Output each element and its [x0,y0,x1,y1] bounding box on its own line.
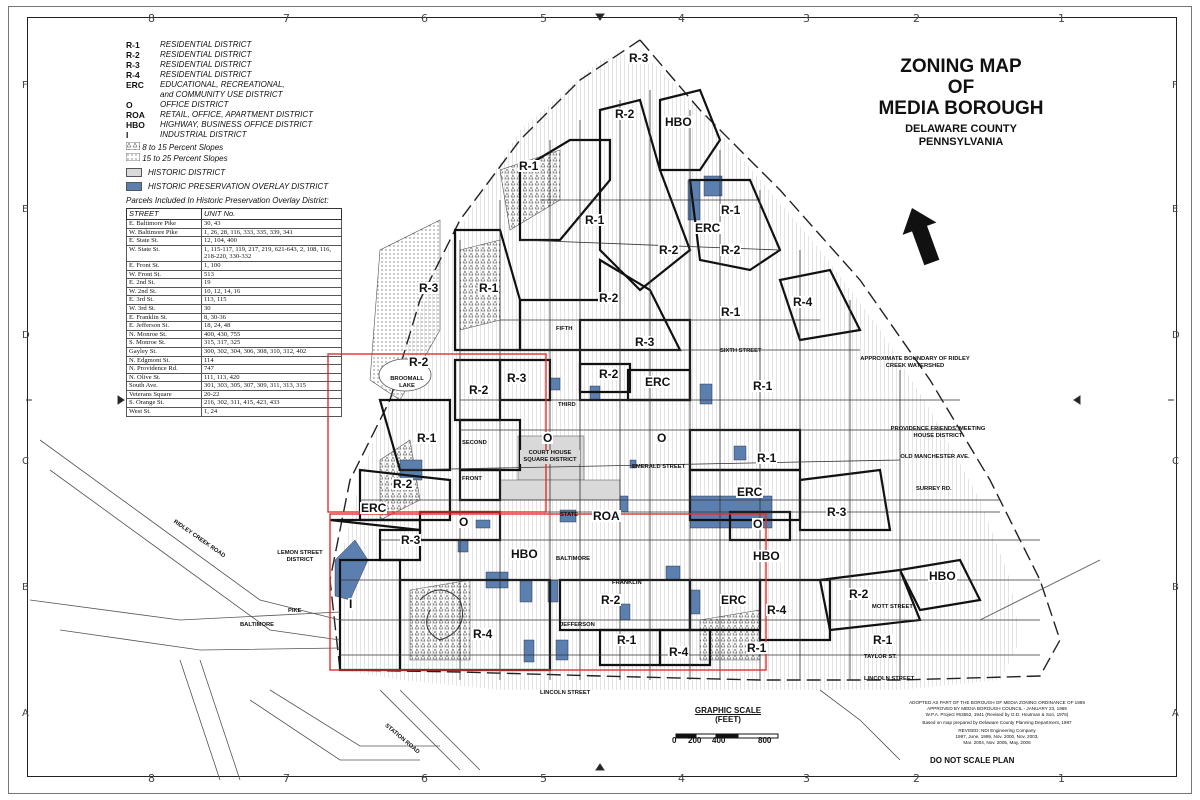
adoption-line: Based on map prepared by Delaware County Planning Department, 1987 [922,720,1072,725]
zone-label: R-2 [599,291,619,305]
scale-tick: 800 [758,736,772,745]
table-row: E. 2nd St. 19 [127,279,342,288]
legend-symbol-slopes-15-25 [126,153,356,164]
table-row: E. Front St. 1, 100 [127,261,342,270]
table-row: N. Edgmont St. 114 [127,356,342,365]
street-label: STATE [560,512,579,518]
zone-label: R-2 [601,593,621,607]
scale-tick: 200 [688,736,702,745]
zone-label: R-3 [635,335,655,349]
zone-label: R-3 [507,371,527,385]
legend-desc: RESIDENTIAL DISTRICT [160,40,252,49]
grid-col-label-bottom: 5 [540,772,547,785]
adoption-line: APPROVED BY MEDIA BOROUGH COUNCIL - JANUARY 23, 1969 [927,706,1067,711]
legend-item [126,90,356,100]
zone-label: R-2 [659,243,679,257]
street-label: THIRD [558,402,576,408]
zone-label: R-1 [519,159,539,173]
zone-label: O [657,431,667,445]
subtitle-line: DELAWARE COUNTY [905,123,1017,135]
subtitle-line: PENNSYLVANIA [918,136,1004,148]
table-header-unit: UNIT No. [202,209,342,220]
grid-col-label: 4 [678,12,685,25]
zone-label: R-2 [409,355,429,369]
zone-label: I [349,597,353,611]
street-label: FRONT [462,476,482,482]
lemon-street-note: LEMON STREET DISTRICT [277,550,323,563]
zone-label: R-4 [793,295,813,309]
legend-item [126,70,356,80]
adoption-line: REVISED: NDI Engineering Company [958,728,1036,733]
table-row: E. Jefferson St. 18, 24, 48 [127,322,342,331]
zone-label: R-2 [849,587,869,601]
triangle-pattern-icon [126,142,140,150]
zone-label: R-1 [617,633,637,647]
table-row: W. 3rd St. 30 [127,304,342,313]
adoption-line: 1997, June, 1999, Nov. 2000, Nov. 2003, [955,734,1039,739]
grid-row-label-right: D [1172,330,1180,341]
street-label: SURREY RD. [916,486,952,492]
table-row: E. 3rd St. 113, 115 [127,296,342,305]
legend-desc: 8 to 15 Percent Slopes [142,143,224,152]
street-label: FIFTH [556,326,573,332]
scale-tick: 400 [712,736,726,745]
courthouse-note: COURT HOUSE SQUARE DISTRICT [520,450,580,464]
table-row: West St. 1, 24 [127,408,342,417]
legend-desc: OFFICE DISTRICT [160,100,229,109]
grid-row-label-right: B [1172,582,1179,593]
legend-desc: INDUSTRIAL DISTRICT [160,130,247,139]
zone-label: ROA [593,509,620,523]
grid-col-label: 7 [283,12,290,25]
zone-label: O [459,515,469,529]
scale-unit: (FEET) [715,715,741,724]
zone-label: R-3 [629,51,649,65]
street-label: EMERALD STREET [632,464,686,470]
adoption-line: Mar. 2004, Nov. 2005, May, 2006 [963,740,1031,745]
grid-row-label: B [22,582,29,593]
legend-code: R-3 [126,60,140,70]
table-row: N. Providence Rd. 747 [127,365,342,374]
table-row: South Ave. 301, 303, 305, 307, 309, 311, 313, 315 [127,382,342,391]
grid-col-label: 5 [540,12,547,25]
legend-desc: RESIDENTIAL DISTRICT [160,60,252,69]
watershed-note: APPROXIMATE BOUNDARY OF RIDLEY CREEK WATERSHED [860,356,970,369]
street-label: SIXTH STREET [720,348,762,354]
grid-row-label: D [22,330,30,341]
grid-row-label: A [22,708,29,719]
adoption-line: ADOPTED AS PART OF THE BOROUGH OF MEDIA ZONING ORDINANCE OF 1969 [909,700,1085,705]
zone-label: R-1 [747,641,767,655]
table-row: W. State St. 1, 115-117, 119, 217, 219, 621-643, 2, 108, 116, 218-220, 330-332 [127,245,342,261]
grid-col-label-bottom: 1 [1058,772,1065,785]
zone-label: R-3 [401,533,421,547]
street-label: STATION ROAD [383,722,421,756]
table-row: E. Franklin St. 8, 30-36 [127,313,342,322]
zone-label: R-2 [469,383,489,397]
north-arrow-icon [895,202,949,269]
map-legend [126,40,356,417]
grid-col-label-bottom: 7 [283,772,290,785]
legend-desc: HIGHWAY, BUSINESS OFFICE DISTRICT [160,120,313,129]
grid-row-label-right: F [1172,80,1178,91]
street-label: LINCOLN STREET [540,690,591,696]
zone-label: R-2 [721,243,741,257]
table-row: N. Olive St. 111, 113, 420 [127,373,342,382]
friends-note: PROVIDENCE FRIENDS' MEETING HOUSE DISTRICT [890,426,986,439]
legend-item [126,80,356,90]
table-row: E. Baltimore Pike 30, 43 [127,220,342,229]
table-row: W. Baltimore Pike 1, 26, 28, 116, 333, 335, 339, 341 [127,228,342,237]
legend-item [126,100,356,110]
zone-label: ERC [737,485,763,499]
legend-code: O [126,100,133,110]
legend-symbol-historic [126,168,356,178]
grid-col-label: 6 [421,12,428,25]
table-row: E. State St. 12, 104, 400 [127,237,342,246]
table-row: S. Monroe St. 315, 317, 325 [127,339,342,348]
zone-label: HBO [929,569,956,583]
grid-row-label: C [22,456,29,467]
street-label: BALTIMORE [556,556,591,562]
legend-symbol-slopes-8-15 [126,142,356,153]
table-row: Veterans Square 20-22 [127,390,342,399]
street-label: TAYLOR ST. [864,654,897,660]
table-row: W. 2nd St. 10, 12, 14, 16 [127,287,342,296]
historic-swatch-icon [126,168,142,177]
zone-label: O [543,431,553,445]
grid-col-label-bottom: 3 [803,772,810,785]
zone-label: R-2 [615,107,635,121]
street-label: BALTIMORE [240,622,275,628]
scale-ticks [668,736,788,750]
legend-item [126,130,356,140]
legend-item [126,50,356,60]
grid-row-label-right: C [1172,456,1179,467]
street-label: MOTT STREET [872,604,913,610]
zone-label: R-3 [419,281,439,295]
zone-label: R-2 [599,367,619,381]
street-label: FRANKLIN [612,580,642,586]
zone-label: ERC [645,375,671,389]
legend-desc: 15 to 25 Percent Slopes [142,154,228,163]
zone-label: R-1 [721,203,741,217]
legend-desc: HISTORIC DISTRICT [148,168,226,177]
legend-desc: HISTORIC PRESERVATION OVERLAY DISTRICT [148,182,329,191]
legend-desc: RESIDENTIAL DISTRICT [160,50,252,59]
table-row: N. Monroe St. 400, 430, 755 [127,330,342,339]
zone-label: O [753,517,763,531]
grid-col-label: 1 [1058,12,1065,25]
legend-code: ERC [126,80,144,90]
grid-col-label-bottom: 4 [678,772,685,785]
legend-symbol-overlay [126,182,356,192]
table-header-street: STREET [127,209,202,220]
grid-col-label-bottom: 8 [148,772,155,785]
title-line: MEDIA BOROUGH [878,98,1044,119]
scale-title: GRAPHIC SCALE [694,706,762,715]
legend-code: R-2 [126,50,140,60]
parcels-title: Parcels Included In Historic Preservation Overlay District: [126,196,329,205]
legend-code: HBO [126,120,145,130]
zone-label: R-1 [721,305,741,319]
title-line: OF [947,77,975,98]
street-label: PIKE [288,608,302,614]
zone-label: R-1 [757,451,777,465]
legend-item [126,120,356,130]
zone-label: R-4 [473,627,493,641]
legend-desc: and COMMUNITY USE DISTRICT [160,90,283,99]
legend-item [126,110,356,120]
street-label: LINCOLN STREET [864,676,915,682]
zone-label: HBO [511,547,538,561]
zone-label: R-1 [417,431,437,445]
zone-label: R-4 [767,603,787,617]
zone-label: HBO [753,549,780,563]
map-title [856,56,1066,149]
legend-code: ROA [126,110,145,120]
graphic-scale [668,706,788,750]
adoption-notes [872,700,1122,746]
legend-code: I [126,130,129,140]
manchester-note: OLD MANCHESTER AVE. [900,454,970,460]
adoption-line: W.P.A. Project #63552, 1941 (Revised by G.D. Houtman & Son, 1976) [925,712,1069,717]
grid-col-label: 8 [148,12,155,25]
parcels-table [126,208,342,417]
legend-desc: RESIDENTIAL DISTRICT [160,70,252,79]
lake-note: BROOMALL LAKE [390,376,424,389]
legend-code: R-1 [126,40,140,50]
table-row: W. Front St. 513 [127,270,342,279]
table-row: Gayley St. 300, 302, 304, 306, 308, 310, 312, 402 [127,347,342,356]
zone-label: R-1 [753,379,773,393]
scale-tick: 0 [672,736,677,745]
grid-col-label: 2 [913,12,920,25]
legend-desc: EDUCATIONAL, RECREATIONAL, [160,80,285,89]
table-row: S. Orange St. 216, 302, 311, 415, 423, 433 [127,399,342,408]
grid-row-label-right: A [1172,708,1179,719]
legend-item [126,40,356,50]
zone-label: R-3 [827,505,847,519]
legend-code: R-4 [126,70,140,80]
title-line: ZONING MAP [900,56,1022,77]
legend-desc: RETAIL, OFFICE, APARTMENT DISTRICT [160,110,314,119]
zone-label: R-4 [669,645,689,659]
zone-label: HBO [665,115,692,129]
overlay-swatch-icon [126,182,142,191]
grid-row-label: E [22,204,29,215]
zone-label: R-1 [585,213,605,227]
zone-label: R-1 [873,633,893,647]
grid-col-label: 3 [803,12,810,25]
dot-pattern-icon [126,153,140,161]
zone-label: ERC [721,593,747,607]
grid-col-label-bottom: 6 [421,772,428,785]
do-not-scale-note: DO NOT SCALE PLAN [930,756,1015,765]
zone-label: ERC [695,221,721,235]
zone-label: R-2 [393,477,413,491]
street-label: JEFFERSON [560,622,595,628]
grid-row-label: F [22,80,28,91]
grid-col-label-bottom: 2 [913,772,920,785]
street-label: RIDLEY CREEK ROAD [172,518,227,560]
zone-label: R-1 [479,281,499,295]
grid-row-label-right: E [1172,204,1179,215]
legend-item [126,60,356,70]
zone-label: ERC [361,501,387,515]
street-label: SECOND [462,440,487,446]
